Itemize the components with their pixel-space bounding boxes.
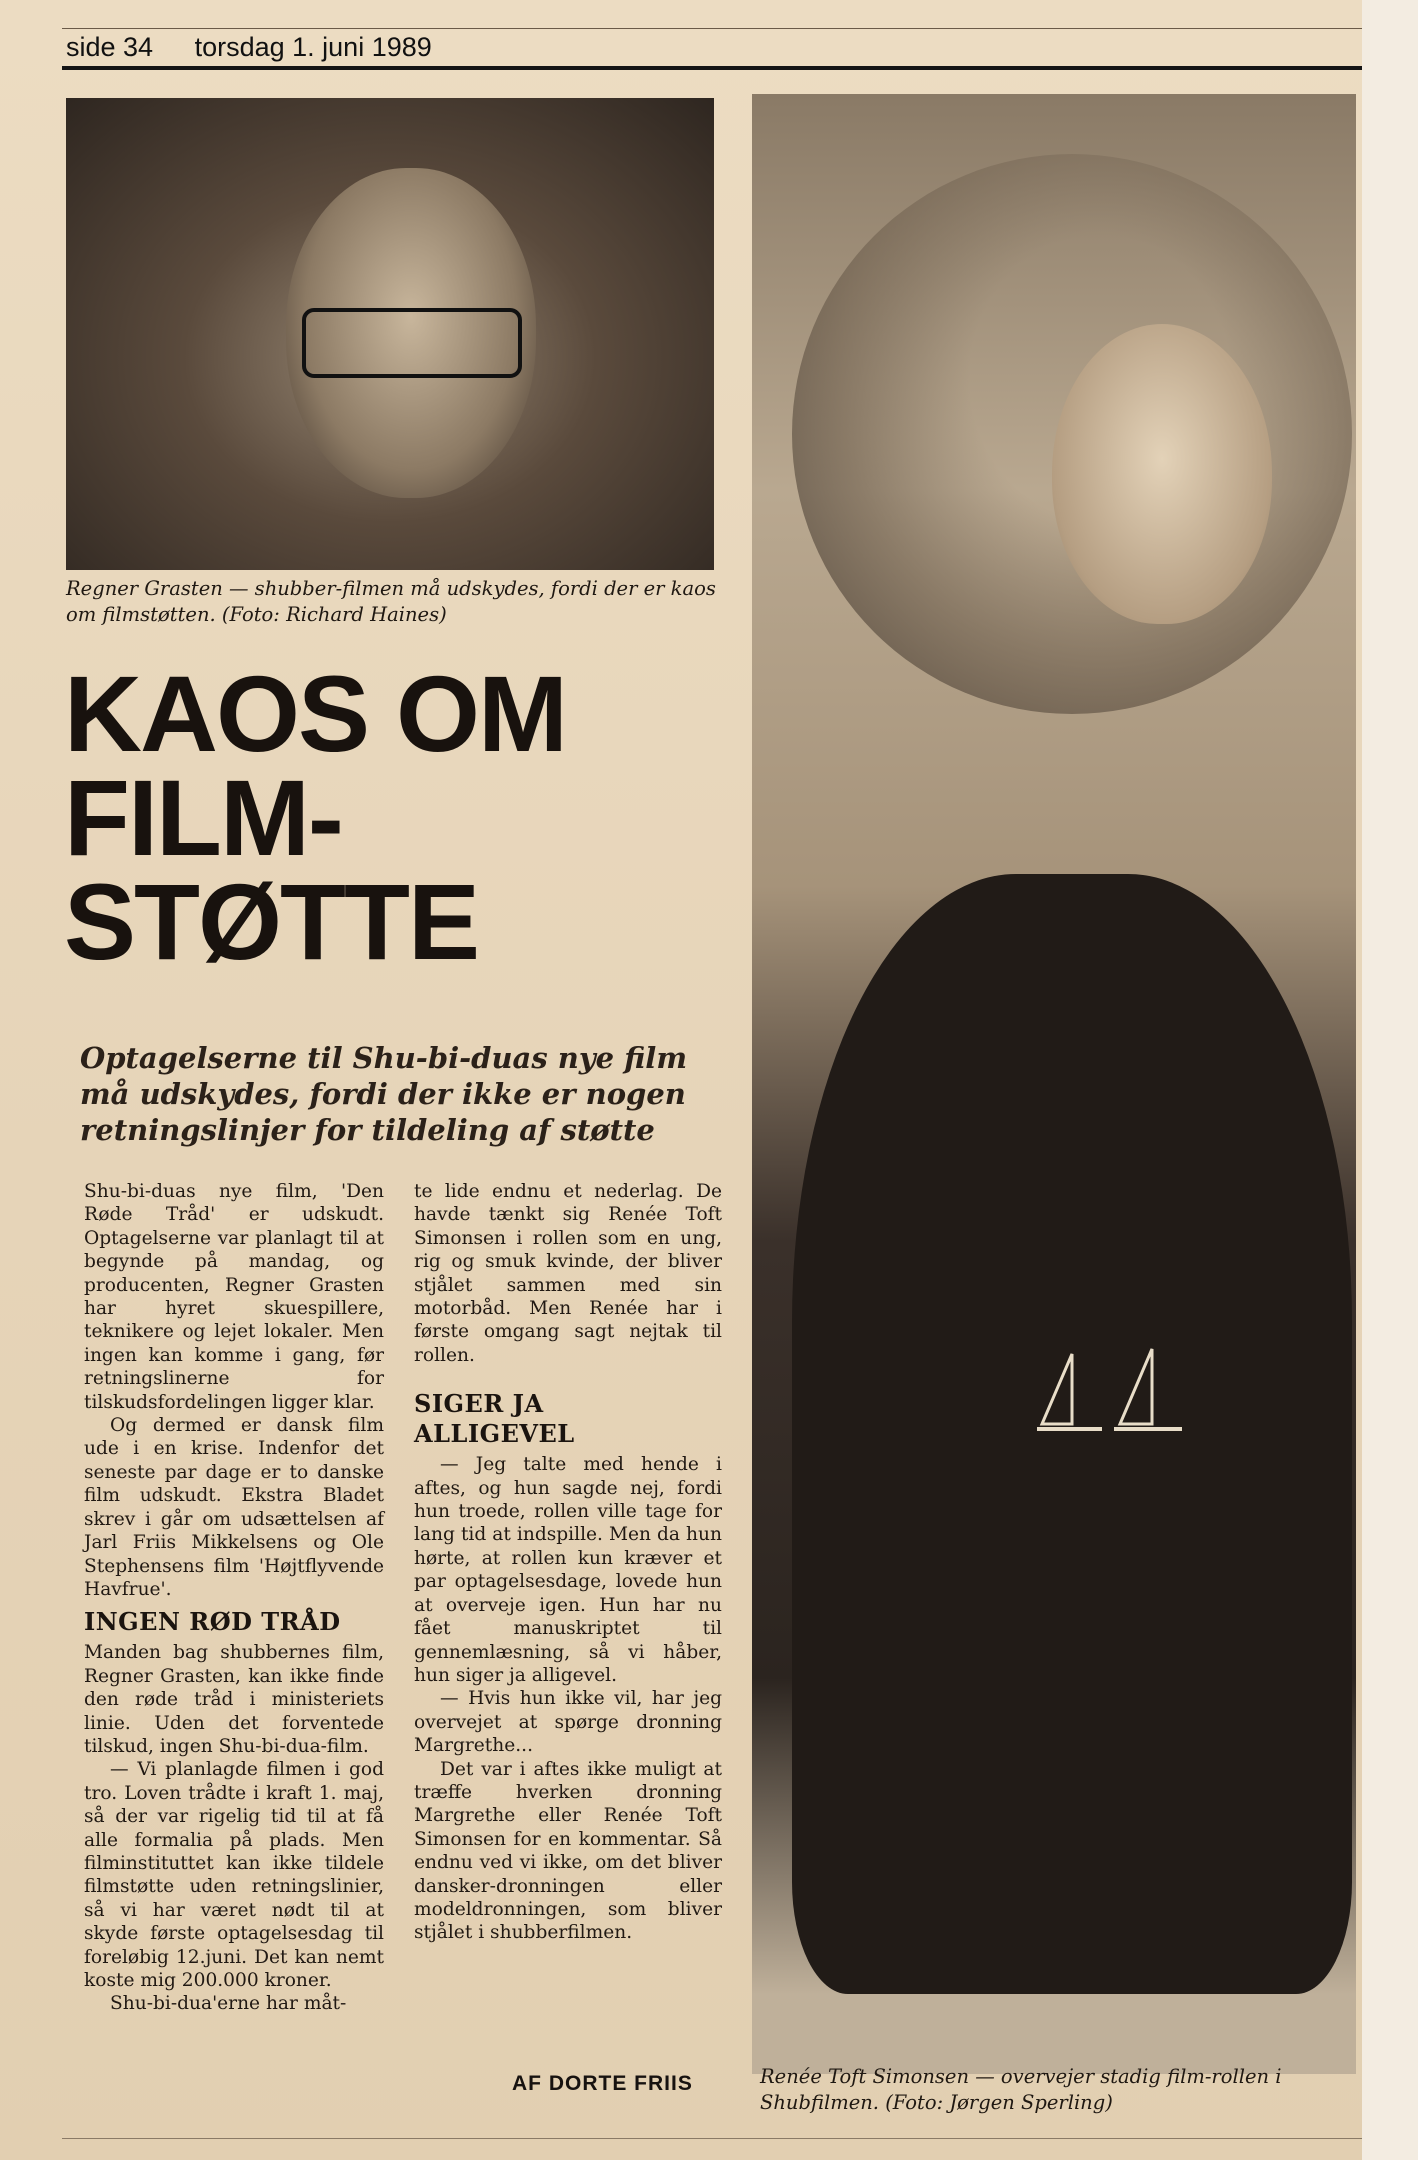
sailboat-print-icon — [1032, 1334, 1192, 1454]
standfirst: Optagelserne til Shu-bi-duas nye film må udskydes, fordi der ikke er nogen retningslinjer for tildeling af støtte — [80, 1041, 688, 1147]
top-hairline — [62, 28, 1362, 29]
photo-face — [1052, 324, 1272, 624]
paragraph: Shu-bi-duas nye film, 'Den Røde Tråd' er udskudt. Optagelserne var planlagt til at begynde på mandag, og producenten, Regner Grasten har hyret skuespillere, teknikere og lejet lokaler. Men ingen kan komme i gang, før retningslinerne for tilskudsfordelingen ligger klar. — [84, 1181, 384, 1413]
issue-date: torsdag 1. juni 1989 — [194, 32, 432, 62]
subheading-line-1: SIGER JA — [414, 1389, 544, 1419]
photo-glasses — [302, 308, 522, 378]
paragraph: — Hvis hun ikke vil, har jeg overvejet at spørge dronning Margrethe... — [414, 1688, 722, 1757]
photo-regner-grasten — [66, 98, 714, 570]
headline-line-1: KAOS OM — [64, 653, 567, 774]
subheading — [414, 1389, 722, 1449]
photo-caption-left: Regner Grasten — shubber-filmen må udskydes, fordi der er kaos om filmstøtten. (Foto: Richard Haines) — [66, 577, 716, 626]
paragraph: — Jeg talte med hende i aftes, og hun sagde nej, fordi hun troede, rollen ville tage for lang tid at indspille. Men da hun hørte, at rollen kun kræver et par optagelsesdage, lovede hun at overveje igen. Hun har nu fået manuskriptet til gennemlæsning, så vi håber, hun siger ja alligevel. — [414, 1454, 722, 1686]
masthead — [66, 32, 466, 66]
page-edge — [1362, 0, 1418, 2160]
paragraph: — Vi planlagde filmen i god tro. Loven trådte i kraft 1. maj, så der var rigelig tid til at få alle formalia på plads. Men filminstituttet kan ikke tildele filmstøtte uden retningslinier, så vi har været nødt til at skyde første optagelsesdag til foreløbig 12.juni. Det kan nemt koste mig 200.000 kroner. — [84, 1759, 384, 1991]
subheading: INGEN RØD TRÅD — [84, 1607, 341, 1637]
paragraph: Og dermed er dansk film ude i en krise. Indenfor det seneste par dage er to danske film udskudt. Ekstra Bladet skrev i går om udsættelsen af Jarl Friis Mikkelsens og Ole Stephensens film 'Højtflyvende Havfrue'. — [84, 1415, 384, 1600]
byline: AF DORTE FRIIS — [512, 2072, 693, 2095]
headline-line-2: FILM- — [64, 757, 342, 878]
article-column-2 — [414, 1180, 722, 1945]
photo-caption-right: Renée Toft Simonsen — overvejer stadig film-rollen i Shubfilmen. (Foto: Jørgen Sperling) — [760, 2065, 1282, 2114]
article-column-1 — [84, 1180, 384, 2016]
bottom-rule — [62, 2138, 1362, 2139]
paragraph: Manden bag shubbernes film, Regner Grasten, kan ikke finde den røde tråd i ministeriets linie. Uden det forventede tilskud, ingen Shu-bi-dua-film. — [84, 1642, 384, 1757]
masthead-rule — [62, 66, 1362, 70]
page-number: side 34 — [66, 32, 154, 62]
paragraph: te lide endnu et nederlag. De havde tænkt sig Renée Toft Simonsen i rollen som en ung, rig og smuk kvinde, der bliver stjålet sammen med sin motorbåd. Men Renée har i første omgang sagt nejtak til rollen. — [414, 1181, 722, 1366]
headline-line-3: STØTTE — [64, 861, 478, 982]
subheading-line-2: ALLIGEVEL — [414, 1419, 575, 1449]
headline — [64, 653, 714, 982]
paragraph: Shu-bi-dua'erne har måt- — [110, 1993, 347, 2015]
paragraph: Det var i aftes ikke muligt at træffe hverken dronning Margrethe eller Renée Toft Simonsen for en kommentar. Så endnu ved vi ikke, om det bliver dansker-dronningen eller modeldronningen, som bliver stjålet i shubberfilmen. — [414, 1758, 722, 1944]
photo-renee-toft-simonsen — [752, 94, 1356, 2074]
